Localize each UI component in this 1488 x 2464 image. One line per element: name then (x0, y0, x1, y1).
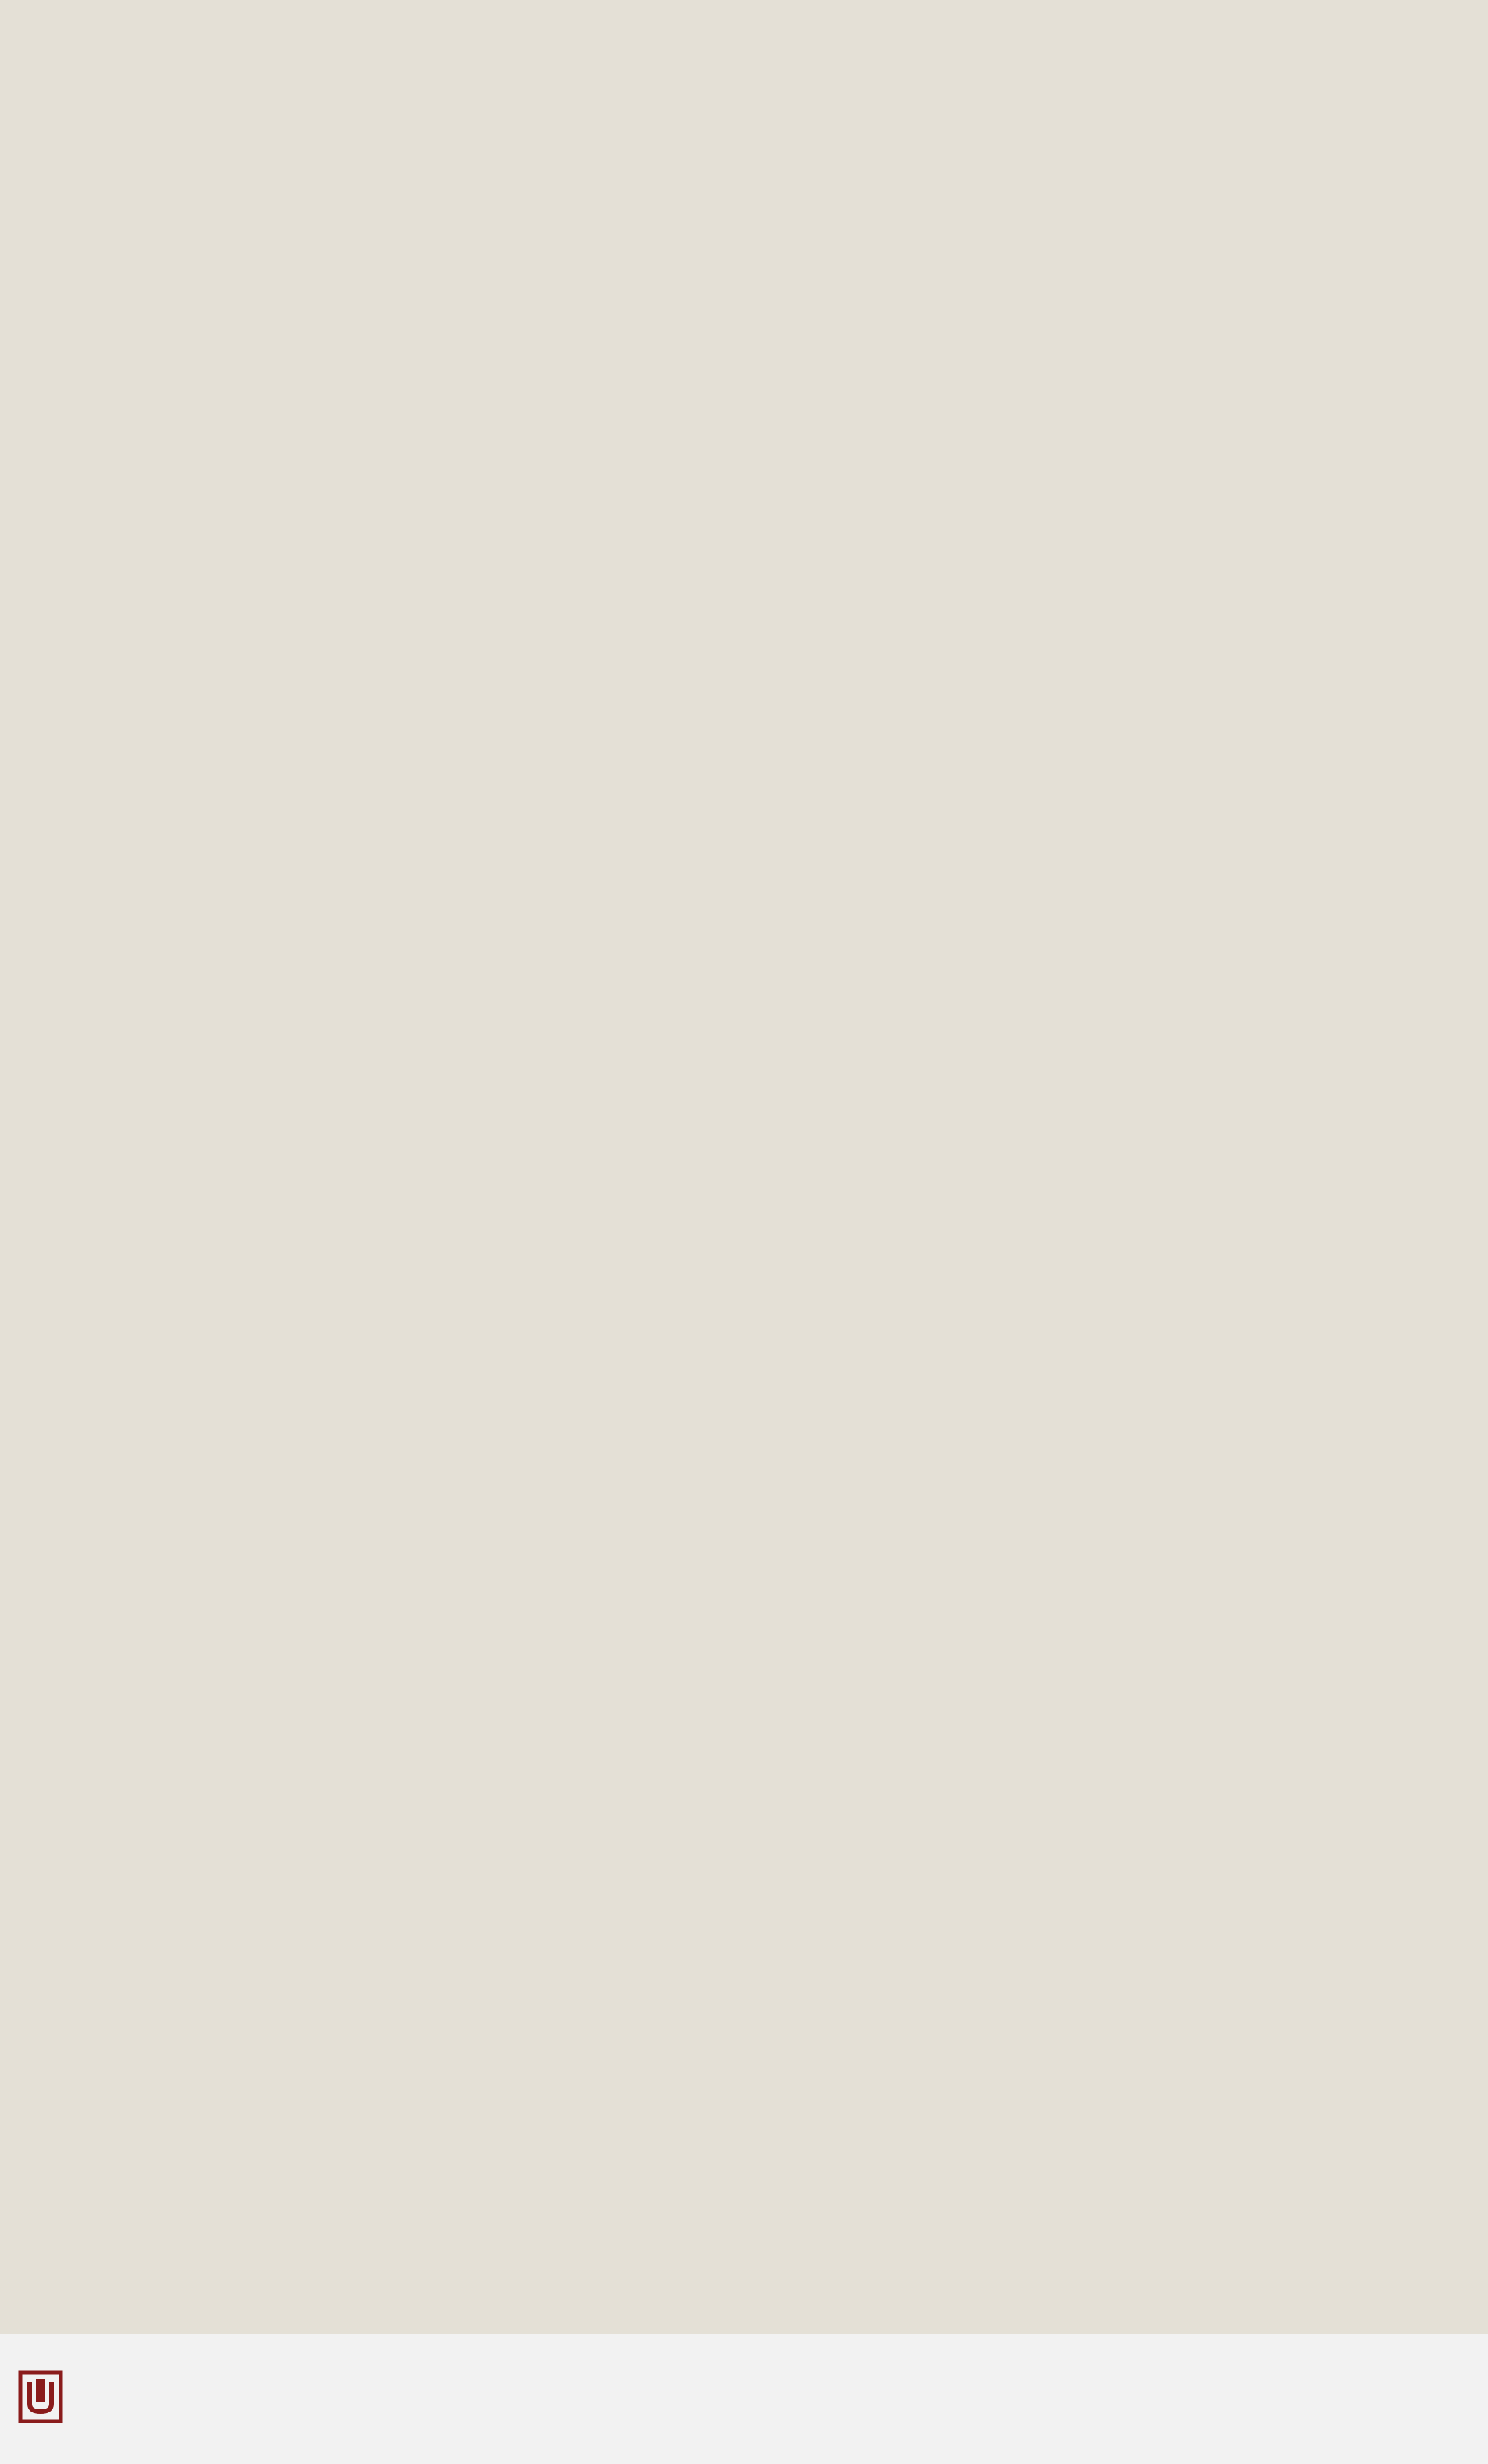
university-library-logo[interactable] (17, 2368, 73, 2426)
article-body (166, 805, 1341, 809)
ub-logo-icon (17, 2368, 64, 2426)
viewer-footer (0, 2334, 1488, 2464)
